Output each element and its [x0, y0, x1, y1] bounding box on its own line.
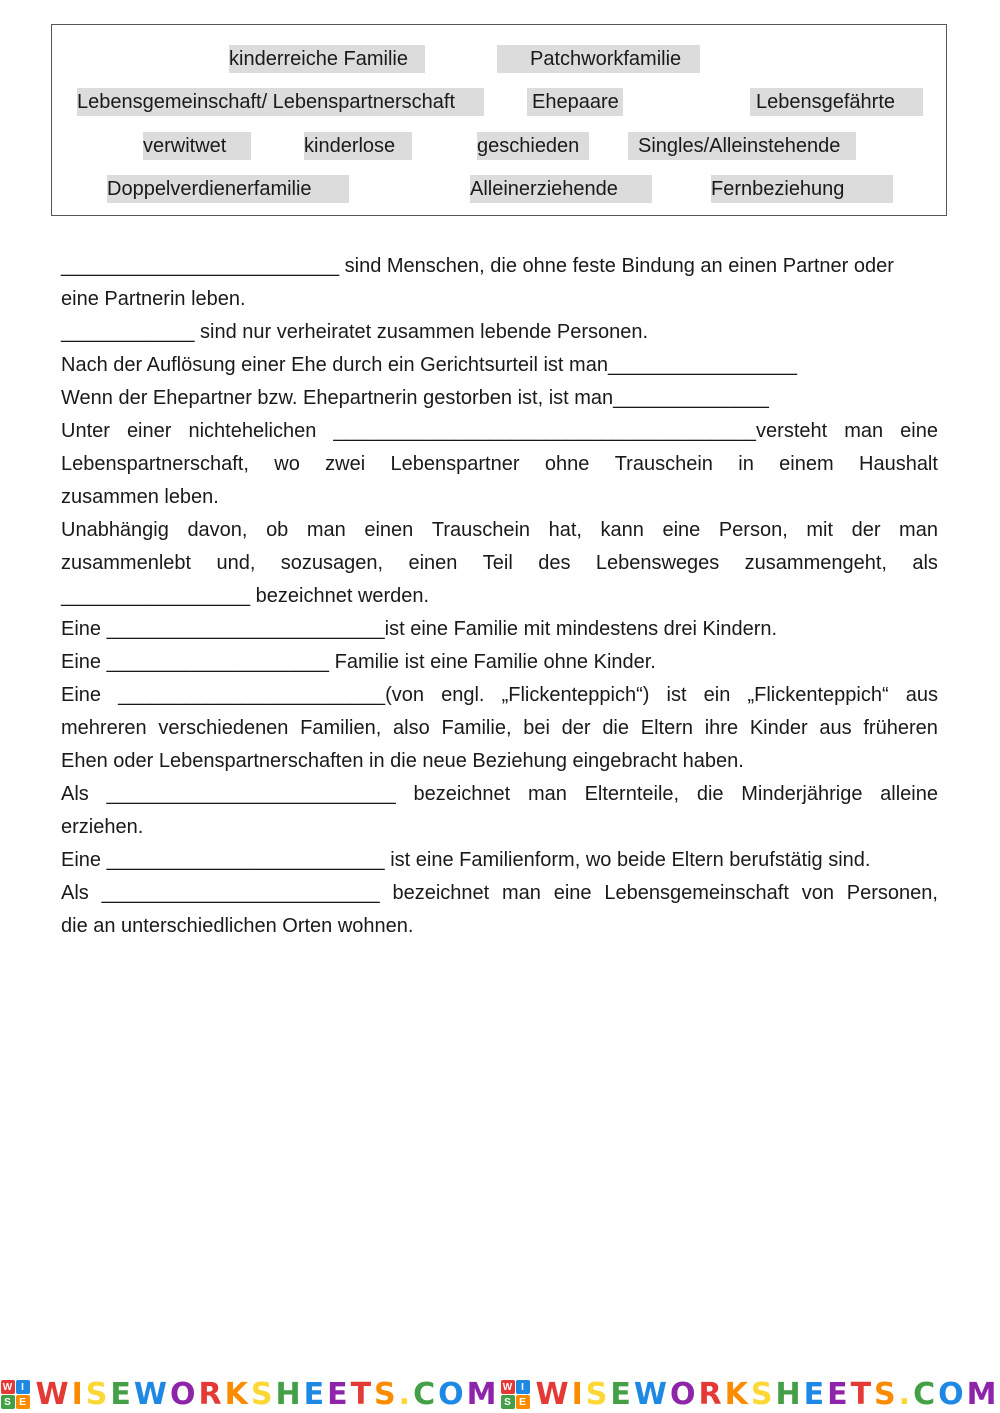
word: „Flickenteppich“ [747, 684, 889, 706]
word: ist [666, 684, 687, 706]
brand-letter: M [966, 1377, 1000, 1412]
brand-letter: O [669, 1377, 699, 1412]
brand-letter: R [198, 1377, 225, 1412]
word: Person, [718, 519, 788, 541]
text-line [61, 448, 938, 481]
brand-letter: S [874, 1377, 899, 1412]
word: Haushalt [859, 453, 938, 475]
brand-letter: M [466, 1377, 500, 1412]
brand-letter: C [413, 1377, 439, 1412]
brand-letter: . [398, 1377, 414, 1412]
word: Lebensgemeinschaft [604, 882, 789, 904]
brand-letter: E [303, 1377, 328, 1412]
brand-letter: W [535, 1377, 572, 1412]
logo-letter: I [16, 1380, 30, 1394]
text-line: ____________ sind nur verheiratet zusammen lebende Personen. [61, 321, 649, 343]
word: früheren [863, 717, 938, 739]
word: ein [703, 684, 731, 706]
word: einen [408, 552, 458, 574]
brand-letter: . [898, 1377, 914, 1412]
logo-icon [501, 1380, 530, 1409]
word: Lebensweges [595, 552, 720, 574]
brand-letter: H [775, 1377, 804, 1412]
word: man [527, 783, 567, 805]
brand-letter: E [803, 1377, 828, 1412]
logo-letter: S [1, 1395, 15, 1409]
brand-letter: C [913, 1377, 939, 1412]
word: Eltern [640, 717, 693, 739]
word: von [801, 882, 834, 904]
word: engl. [441, 684, 485, 706]
text-line: Eine ____________________ Familie ist eine Familie ohne Kinder. [61, 651, 656, 673]
brand [501, 1377, 1000, 1412]
word: des [538, 552, 571, 574]
brand-letter: I [571, 1377, 586, 1412]
word: Unter [61, 420, 110, 442]
text-line [61, 547, 938, 580]
word: aus [819, 717, 852, 739]
word-chip[interactable]: geschieden [477, 132, 589, 160]
word-chip[interactable]: verwitwet [143, 132, 251, 160]
word: ______________________________________versteht [333, 420, 828, 442]
word: alleine [880, 783, 938, 805]
text-line: _________________ bezeichnet werden. [61, 585, 430, 607]
word: der [851, 519, 881, 541]
text-line: zusammen leben. [61, 486, 219, 508]
word: zusammengeht, [744, 552, 887, 574]
logo-icon [1, 1380, 30, 1409]
word: und, [216, 552, 256, 574]
brand-text [536, 1377, 1000, 1412]
text-line: die an unterschiedlichen Orten wohnen. [61, 915, 414, 937]
word: ________________________(von [118, 684, 424, 706]
brand [1, 1377, 500, 1412]
brand-letter: S [585, 1377, 611, 1412]
brand-letter: K [224, 1377, 251, 1412]
logo-letter: E [516, 1395, 530, 1409]
word: mit [806, 519, 834, 541]
word-chip[interactable]: Lebensgemeinschaft/ Lebenspartnerschaft [77, 88, 484, 116]
word: eine [662, 519, 701, 541]
brand-letter: S [85, 1377, 111, 1412]
word: die [602, 717, 630, 739]
text-line [61, 679, 938, 712]
word-chip[interactable]: Lebensgefährte [750, 88, 923, 116]
text-line: Eine _________________________ist eine Familie mit mindestens drei Kindern. [61, 618, 778, 640]
text-line: erziehen. [61, 816, 144, 838]
brand-letter: H [275, 1377, 304, 1412]
text-line [61, 415, 938, 448]
text-line [61, 514, 938, 547]
text-line: eine Partnerin leben. [61, 288, 246, 310]
worksheet-text [61, 250, 938, 943]
brand-letter: O [438, 1377, 467, 1412]
word: Unabhängig [61, 519, 169, 541]
word: Lebenspartnerschaft, [61, 453, 249, 475]
text-line: Eine _________________________ ist eine Familienform, wo beide Eltern berufstätig sind. [61, 849, 871, 871]
brand-letter: E [610, 1377, 634, 1412]
word: eine [553, 882, 592, 904]
word: ob [266, 519, 289, 541]
word: man [844, 420, 884, 442]
logo-letter: S [501, 1395, 515, 1409]
word: Minderjährige [741, 783, 863, 805]
word-chip[interactable]: Doppelverdienerfamilie [107, 175, 349, 203]
brand-letter: T [350, 1377, 375, 1412]
logo-letter: W [501, 1380, 515, 1394]
word: ohne [544, 453, 590, 475]
word: verschiedenen [158, 717, 289, 739]
word: man [502, 882, 541, 904]
word: Personen, [846, 882, 938, 904]
word-bank [51, 24, 947, 216]
word: Familien, [300, 717, 382, 739]
brand-letter: S [750, 1377, 776, 1412]
word: kann [600, 519, 644, 541]
word: „Flickenteppich“) [501, 684, 650, 706]
word: Als [61, 783, 89, 805]
word: zwei [325, 453, 366, 475]
logo-letter: E [16, 1395, 30, 1409]
word: man [306, 519, 346, 541]
word-chip[interactable]: Patchworkfamilie [497, 45, 700, 73]
brand-letter: T [850, 1377, 875, 1412]
word-chip[interactable]: Ehepaare [527, 88, 623, 116]
logo-letter: I [516, 1380, 530, 1394]
word: davon, [187, 519, 248, 541]
word-chip[interactable]: kinderreiche Familie [229, 45, 425, 73]
brand-letter: O [169, 1377, 199, 1412]
brand-letter: W [633, 1377, 670, 1412]
word: also [393, 717, 430, 739]
word: aus [905, 684, 938, 706]
word: wo [274, 453, 300, 475]
word: bei [523, 717, 550, 739]
word-chip[interactable]: Alleinerziehende [470, 175, 652, 203]
word: zusammenlebt [61, 552, 192, 574]
brand-letter: E [110, 1377, 134, 1412]
footer-watermark [0, 1376, 1000, 1413]
word: Eine [61, 684, 102, 706]
brand-letter: I [71, 1377, 86, 1412]
word-chip[interactable]: Singles/Alleinstehende [628, 132, 856, 160]
word: __________________________ [106, 783, 396, 805]
text-line: Ehen oder Lebenspartnerschaften in die neue Beziehung eingebracht haben. [61, 750, 744, 772]
word: Teil [482, 552, 513, 574]
brand-letter: E [327, 1377, 351, 1412]
brand-letter: W [35, 1377, 72, 1412]
text-line: Wenn der Ehepartner bzw. Ehepartnerin gestorben ist, ist man______________ [61, 387, 769, 409]
brand-letter: W [133, 1377, 170, 1412]
word: Familie, [441, 717, 512, 739]
word: hat, [548, 519, 582, 541]
word: Elternteile, [584, 783, 680, 805]
word: mehreren [61, 717, 147, 739]
word: Trauschein [431, 519, 531, 541]
word: eine [900, 420, 938, 442]
word: Lebenspartner [390, 453, 520, 475]
word: Als [61, 882, 89, 904]
brand-letter: S [374, 1377, 399, 1412]
word: nichtehelichen [188, 420, 317, 442]
brand-letter: R [698, 1377, 725, 1412]
word: einen [364, 519, 414, 541]
brand-letter: O [938, 1377, 967, 1412]
brand-letter: S [250, 1377, 276, 1412]
brand-letter: K [724, 1377, 751, 1412]
word-chip[interactable]: kinderlose [304, 132, 412, 160]
word: Kinder [749, 717, 808, 739]
brand-text [36, 1377, 500, 1412]
word: Trauschein [614, 453, 713, 475]
text-line: Nach der Auflösung einer Ehe durch ein Gerichtsurteil ist man_________________ [61, 354, 798, 376]
word-chip[interactable]: Fernbeziehung [711, 175, 893, 203]
word: in [738, 453, 754, 475]
text-line [61, 778, 938, 811]
word: bezeichnet [392, 882, 490, 904]
text-line [61, 877, 938, 910]
word: _________________________ [101, 882, 380, 904]
word: ihre [704, 717, 739, 739]
word: der [561, 717, 591, 739]
word: sozusagen, [280, 552, 384, 574]
word: bezeichnet [413, 783, 511, 805]
logo-letter: W [1, 1380, 15, 1394]
brand-letter: E [827, 1377, 851, 1412]
word: als [912, 552, 938, 574]
word: man [899, 519, 938, 541]
word: die [696, 783, 724, 805]
word: einer [126, 420, 172, 442]
word: einem [779, 453, 834, 475]
text-line: _________________________ sind Menschen, die ohne feste Bindung an einen Partner oder [61, 255, 894, 277]
text-line [61, 712, 938, 745]
